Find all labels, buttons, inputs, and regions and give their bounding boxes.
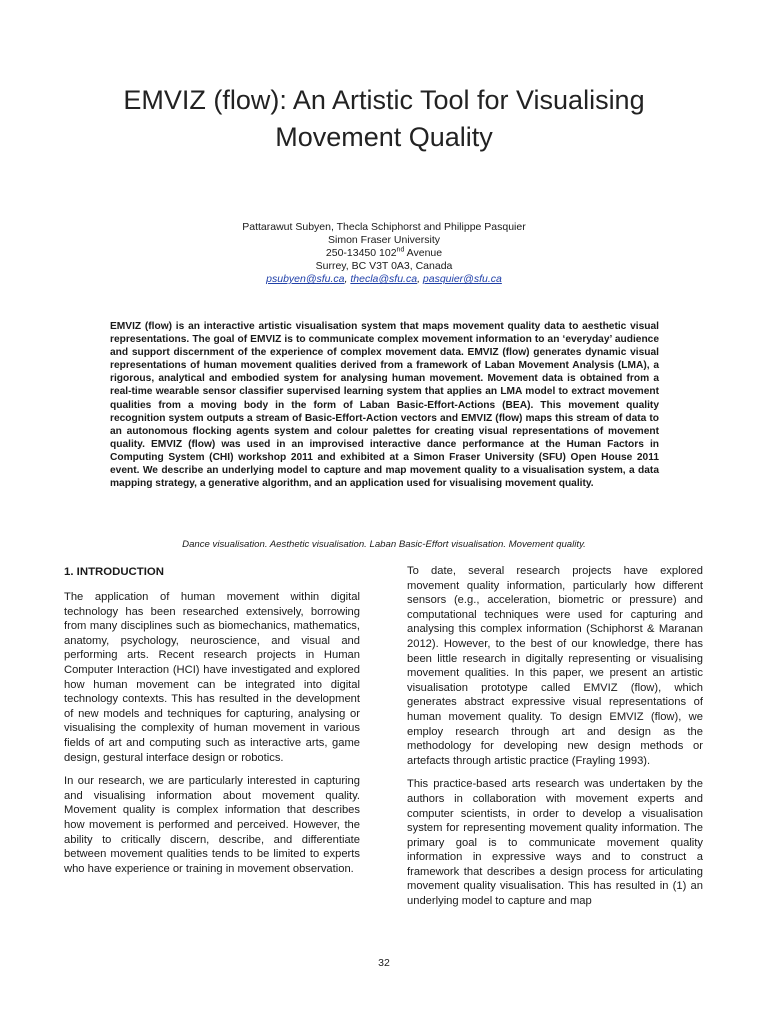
section-title: . INTRODUCTION xyxy=(70,566,164,578)
section-number: 1 xyxy=(64,566,71,578)
author-emails xyxy=(80,273,688,286)
paper-title-line-2: Movement Quality xyxy=(275,122,493,152)
email-separator: , xyxy=(417,273,423,285)
paper-title-line-1: EMVIZ (flow): An Artistic Tool for Visualising xyxy=(123,85,645,115)
body-paragraph: The application of human movement within digital technology has been researched extensively, borrowing from many disciplines such as biomechanics, mathematics, anatomy, psychology, neuroscience, and visual and performing arts. Recent research projects in Human Computer Interaction (HCI) have investigated and explored how human movement can be integrated into digital technology contexts. This has resulted in the development of new models and techniques for capturing, analysing or visualising the complexity of human movement in various fields of art and computing such as interactive arts, game design, gestural interface design or robotics. xyxy=(64,591,360,764)
body-paragraph: In our research, we are particularly interested in capturing and visualising information about movement quality. Movement quality is complex information that describes how movement is performed and perceived. However, the ability to critically discern, describe, and differentiate between movement qualities tends to be limited to experts who have experience or training in movement observation. xyxy=(64,775,360,875)
email-separator: , xyxy=(344,273,351,285)
email-link-schiphorst[interactable]: thecla@sfu.ca xyxy=(350,273,418,285)
abstract: EMVIZ (flow) is an interactive artistic visualisation system that maps movement quality data to aesthetic visual representations. The goal of EMVIZ is to communicate complex movement information to an ‘everyday’ audience and support discernment of the experience of complex movement data. EMVIZ (flow) generates dynamic visual representations of human movement qualities derived from a framework of Laban Movement Analysis (LMA), a rigorous, analytical and embodied system for analysing human movement. Movement data is obtained from a real-time wearable sensor classifier supervised learning system that applies an LMA model to extract movement qualities from a moving body in the form of Laban Basic-Effort-Actions (BEA). This movement quality recognition system outputs a stream of Basic-Effort-Action vectors and EMVIZ (flow) maps this stream of data to an autonomous flocking agents system and colour palettes for creating visual representations of movement quality. EMVIZ (flow) was used in an improvised interactive dance performance at the Human Factors in Computing System (CHI) workshop 2011 and exhibited at a Simon Fraser University (SFU) Open House 2011 event. We describe an underlying model to capture and map movement quality to a visualisation system, a data mapping strategy, a generative algorithm, and an application used for visualising movement quality. xyxy=(110,321,659,490)
paper-title xyxy=(40,82,728,156)
body-paragraph: This practice-based arts research was undertaken by the authors in collaboration with movement experts and computer scientists, in order to develop a visualisation system for representing movement quality information. The primary goal is to communicate movement quality information in expressive ways and to construct a framework that describes a design process for articulating movement quality visualisation. This has resulted in (1) an underlying model to capture and map xyxy=(407,778,703,908)
page-number: 32 xyxy=(378,957,390,969)
author-block xyxy=(80,221,688,286)
right-column xyxy=(407,564,703,918)
address-street-suffix: Avenue xyxy=(404,247,443,259)
author-address-street xyxy=(80,247,688,260)
author-names: Pattarawut Subyen, Thecla Schiphorst and Philippe Pasquier xyxy=(242,221,526,233)
author-affiliation: Simon Fraser University xyxy=(327,234,441,246)
section-heading-introduction xyxy=(64,564,360,579)
address-street-sup: nd xyxy=(396,246,405,254)
email-link-pasquier[interactable]: pasquier@sfu.ca xyxy=(422,273,502,285)
left-column xyxy=(64,564,360,885)
keywords: Dance visualisation. Aesthetic visualisation. Laban Basic-Effort visualisation. Movement quality. xyxy=(182,539,586,550)
body-paragraph: To date, several research projects have explored movement quality information, particularly how different sensors (e.g., acceleration, biometric or pressure) and computational techniques were used for capturing and analysing this complex information (Schiphorst & Maranan 2012). However, to the best of our knowledge, there has been little research in digitally representing or visualising movement qualities. In this paper, we present an artistic visualisation prototype called EMVIZ (flow), which generates abstract expressive visual representations of human movement quality. To design EMVIZ (flow), we employ research through art and design as the methodology for developing new design methods or artefacts through artistic practice (Frayling 1993). xyxy=(407,565,703,767)
email-link-subyen[interactable]: psubyen@sfu.ca xyxy=(266,273,345,285)
address-street-prefix: 250-13450 102 xyxy=(325,247,397,259)
author-address-city: Surrey, BC V3T 0A3, Canada xyxy=(315,260,453,272)
